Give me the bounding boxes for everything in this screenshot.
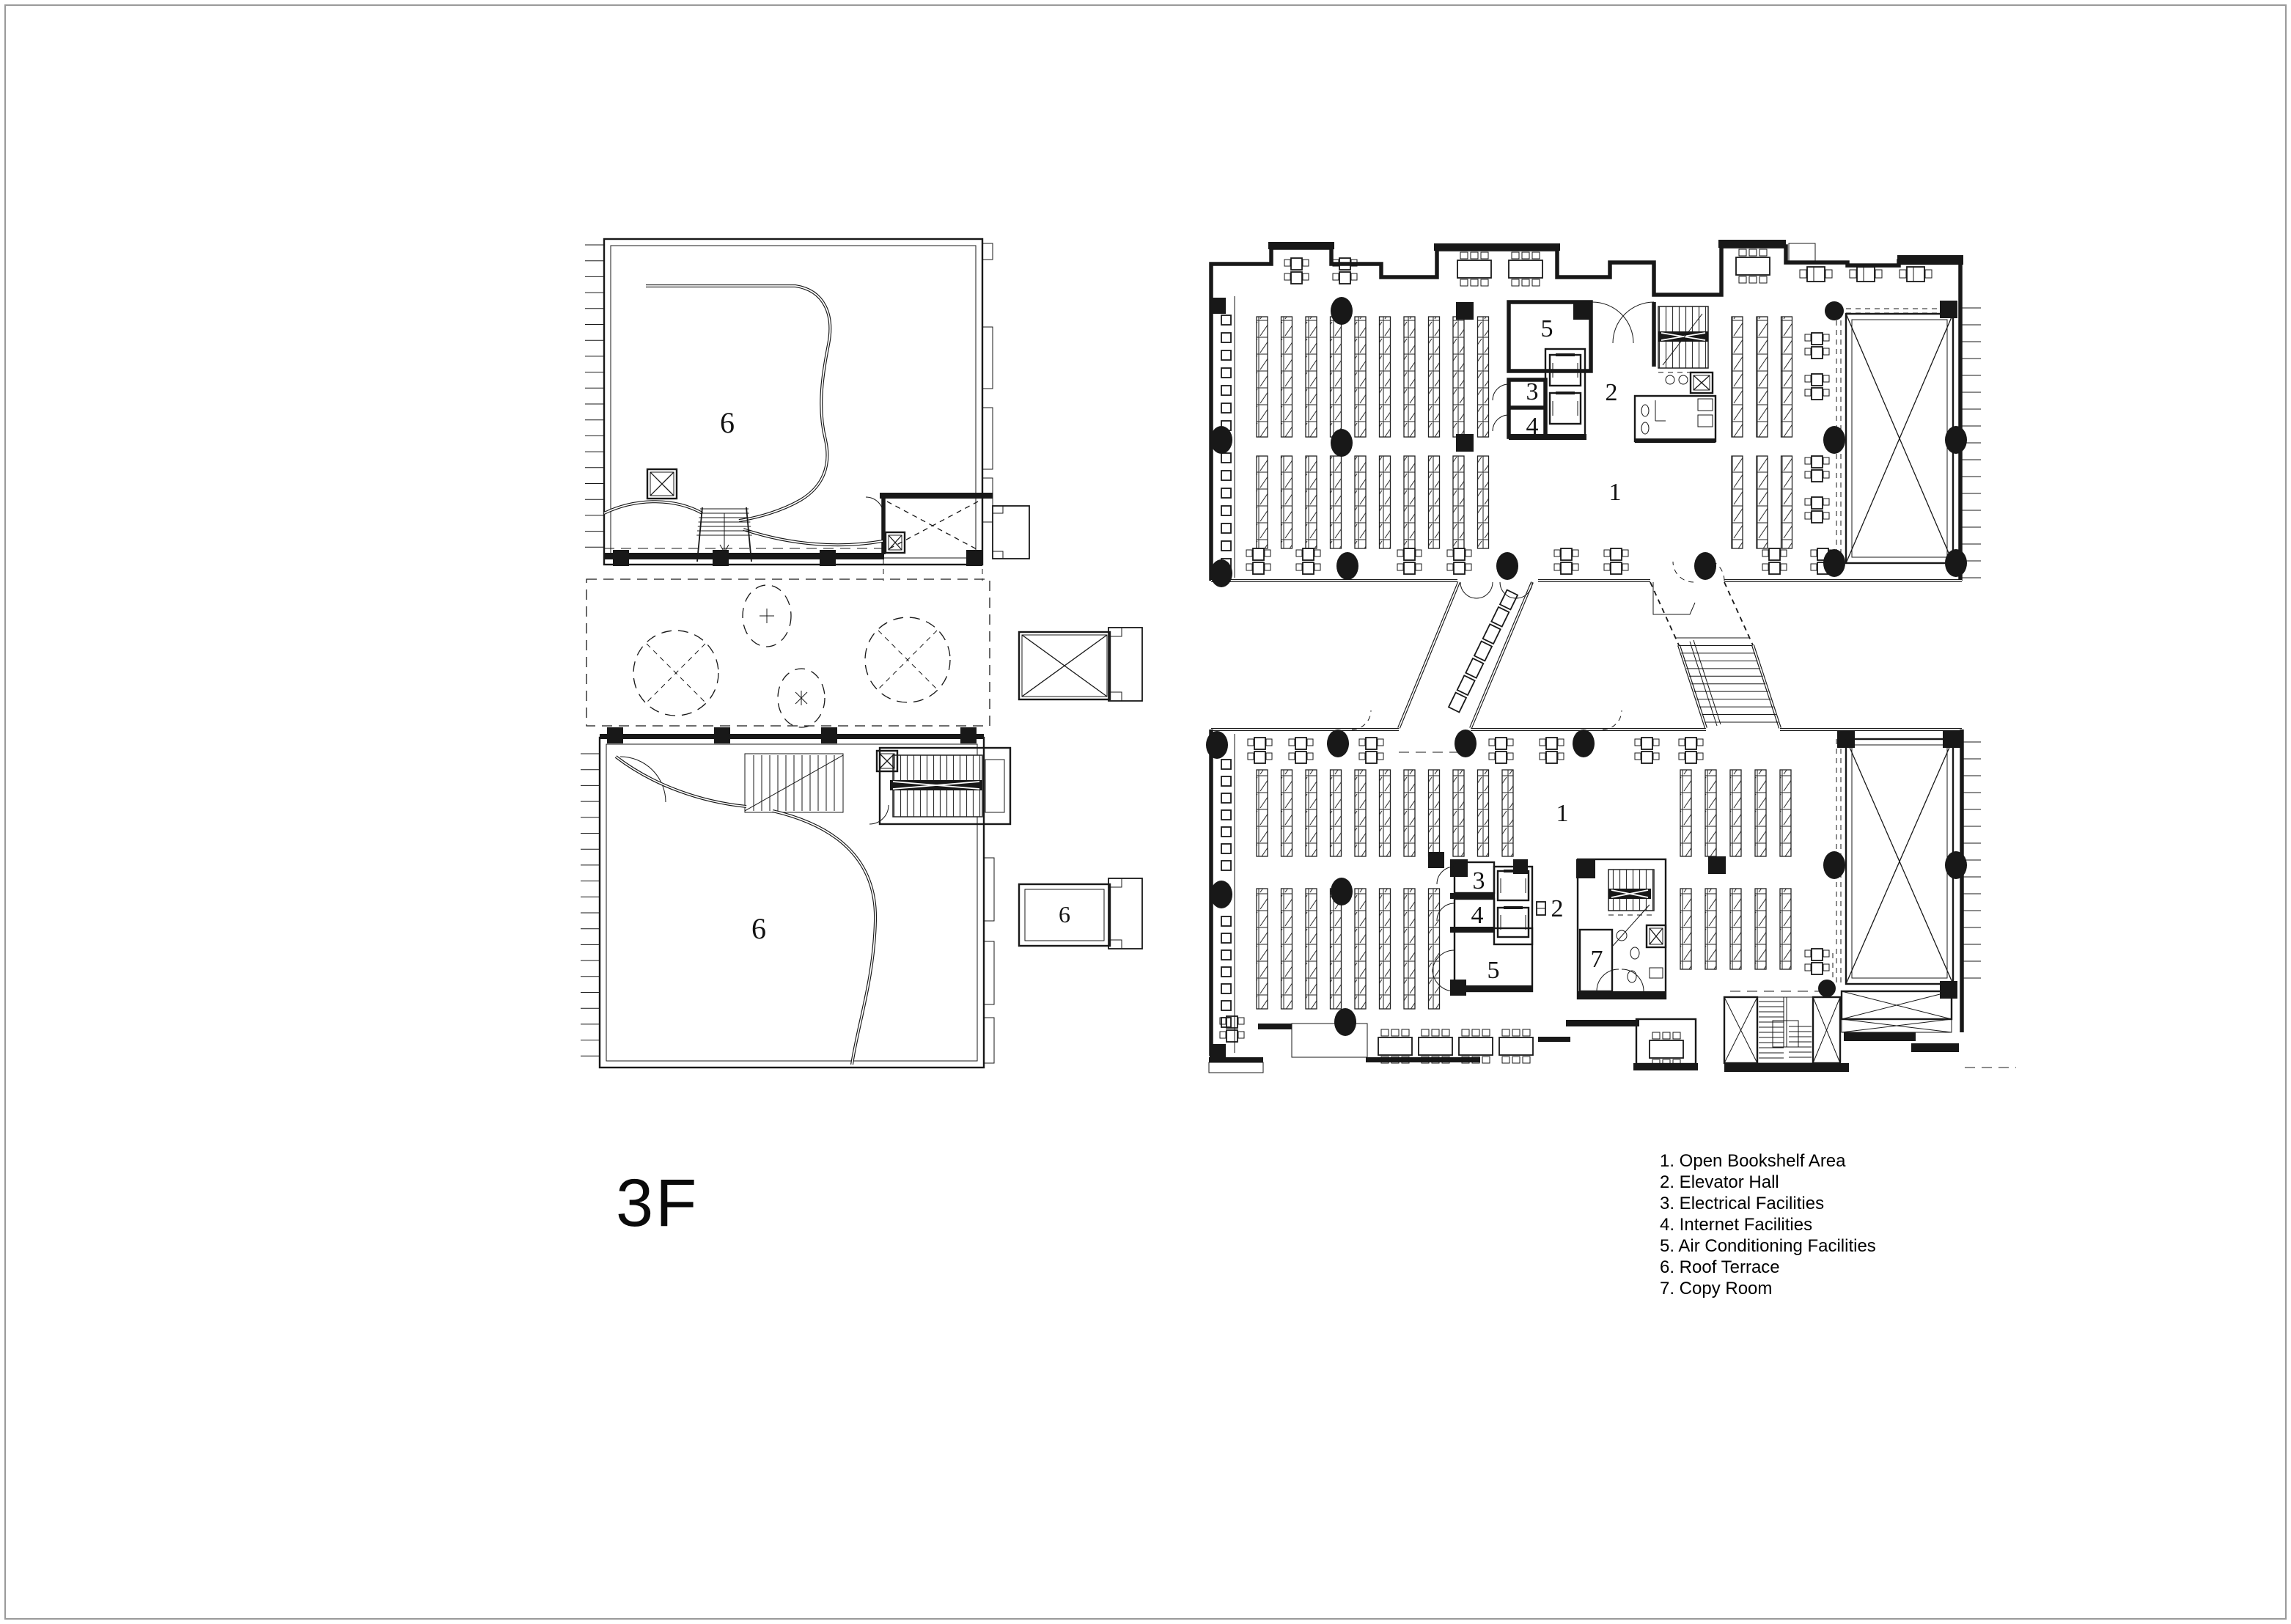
wall-rect	[1633, 1063, 1698, 1070]
wall-rect	[1538, 1037, 1570, 1042]
room-label-roof-terrace-upper: 6	[720, 406, 735, 439]
bookshelf-strip	[1780, 889, 1791, 969]
column-oval	[1206, 731, 1228, 759]
room-label-electrical-lower: 3	[1472, 867, 1485, 894]
bookshelf-strip	[1331, 317, 1342, 437]
legend-item-elevator-hall: 2. Elevator Hall	[1660, 1172, 1779, 1192]
bookshelf-strip	[1732, 317, 1743, 437]
column-oval	[1823, 426, 1845, 454]
room-label-roof-terrace-lower: 6	[751, 912, 766, 945]
wall-rect	[1209, 1057, 1263, 1062]
bookshelf-strip	[1257, 456, 1268, 548]
column-oval	[1331, 297, 1353, 325]
legend-item-copy-room: 7. Copy Room	[1660, 1279, 1773, 1298]
bookshelf-strip	[1404, 317, 1415, 437]
bookshelf-strip	[1429, 770, 1440, 856]
column-oval	[1823, 549, 1845, 577]
bookshelf-strip	[1781, 317, 1792, 437]
bookshelf-strip	[1355, 770, 1366, 856]
wall-rect	[1366, 1057, 1480, 1062]
room-label-open-bookshelf-upper: 1	[1608, 479, 1622, 506]
column-square	[966, 550, 982, 566]
bookshelf-strip	[1281, 889, 1292, 1009]
column-oval	[1945, 426, 1967, 454]
bookshelf-strip	[1355, 456, 1366, 548]
bookshelf-strip	[1680, 889, 1691, 969]
bookshelf-strip	[1453, 770, 1464, 856]
column-oval	[1327, 730, 1349, 757]
column-oval	[1694, 552, 1716, 580]
bookshelf-strip	[1380, 317, 1391, 437]
column-oval	[1945, 549, 1967, 577]
column-square	[820, 550, 836, 566]
bookshelf-strip	[1281, 770, 1292, 856]
column-oval	[1945, 851, 1967, 879]
column-oval	[1573, 730, 1595, 757]
bookshelf-strip	[1755, 889, 1766, 969]
room-label-copy-room: 7	[1590, 946, 1603, 973]
room-label-internet-upper: 4	[1526, 413, 1539, 440]
bookshelf-strip	[1755, 770, 1766, 856]
wall-rect	[1635, 438, 1716, 443]
column-round	[1825, 301, 1844, 320]
bookshelf-strip	[1478, 317, 1489, 437]
bookshelf-strip	[1331, 456, 1342, 548]
wall-rect	[1911, 1043, 1959, 1052]
column-round	[1818, 980, 1836, 997]
bookshelf-strip	[1355, 317, 1366, 437]
bookshelf-strip	[1281, 317, 1292, 437]
bookshelf-strip	[1257, 770, 1268, 856]
bookshelf-strip	[1380, 770, 1391, 856]
column-oval	[1496, 552, 1518, 580]
floor-label: 3F	[616, 1166, 699, 1241]
bookshelf-strip	[1257, 317, 1268, 437]
wall-rect	[1844, 1032, 1916, 1041]
bookshelf-strip	[1453, 456, 1464, 548]
bookshelf-strip	[1404, 456, 1415, 548]
bookshelf-strip	[1730, 770, 1741, 856]
column-oval	[1823, 851, 1845, 879]
bookshelf-strip	[1306, 889, 1317, 1009]
bookshelf-strip	[1780, 770, 1791, 856]
wall-rect	[1578, 991, 1666, 998]
column-square	[1940, 981, 1957, 999]
bookshelf-strip	[1306, 317, 1317, 437]
legend-item-roof-terrace: 6. Roof Terrace	[1660, 1257, 1780, 1277]
legend-item-open-bookshelf: 1. Open Bookshelf Area	[1660, 1151, 1846, 1171]
bookshelf-strip	[1331, 770, 1342, 856]
bookshelf-strip	[1331, 889, 1342, 1009]
legend-item-air-conditioning: 5. Air Conditioning Facilities	[1660, 1236, 1876, 1256]
column-oval	[1210, 881, 1232, 908]
bookshelf-strip	[1306, 770, 1317, 856]
bookshelf-strip	[1404, 770, 1415, 856]
wall-rect	[1566, 1020, 1639, 1026]
bookshelf-strip	[1429, 456, 1440, 548]
bookshelf-strip	[1429, 317, 1440, 437]
wall-rect	[1258, 1024, 1292, 1029]
column-square	[821, 727, 837, 743]
room-label-elevator-hall-upper: 2	[1605, 379, 1618, 406]
column-square	[607, 727, 623, 743]
room-label-internet-lower: 4	[1471, 902, 1484, 929]
column-oval	[1331, 878, 1353, 905]
column-square	[1513, 859, 1528, 874]
column-oval	[1334, 1008, 1356, 1036]
legend-item-internet: 4. Internet Facilities	[1660, 1215, 1813, 1235]
bookshelf-strip	[1355, 889, 1366, 1009]
room-label-air-conditioning-lower: 5	[1487, 957, 1500, 984]
room-label-open-bookshelf-lower: 1	[1556, 800, 1569, 827]
room-label-air-conditioning-upper: 5	[1540, 315, 1553, 342]
room-label-balcony: 6	[1059, 901, 1070, 927]
bookshelf-strip	[1732, 456, 1743, 548]
bookshelf-strip	[1404, 889, 1415, 1009]
column-square	[1450, 980, 1466, 996]
bookshelf-strip	[1429, 889, 1440, 1009]
column-oval	[1336, 552, 1358, 580]
column-square	[1210, 298, 1226, 314]
bookshelf-strip	[1502, 770, 1513, 856]
column-square	[1456, 302, 1474, 320]
wall-rect	[1509, 434, 1586, 440]
bookshelf-strip	[1757, 317, 1768, 437]
bookshelf-strip	[1478, 456, 1489, 548]
column-square	[1456, 434, 1474, 452]
bookshelf-strip	[1730, 889, 1741, 969]
bookshelf-strip	[1705, 770, 1716, 856]
column-square	[714, 727, 730, 743]
bookshelf-strip	[1781, 456, 1792, 548]
room-label-elevator-hall-lower: 2	[1551, 895, 1564, 922]
column-oval	[1331, 429, 1353, 457]
bookshelf-strip	[1380, 889, 1391, 1009]
column-square	[960, 727, 977, 743]
bookshelf-strip	[1680, 770, 1691, 856]
bookshelf-strip	[1757, 456, 1768, 548]
column-square	[1708, 856, 1726, 874]
column-square	[613, 550, 629, 566]
column-oval	[1455, 730, 1477, 757]
bookshelf-strip	[1478, 770, 1489, 856]
room-label-electrical-upper: 3	[1526, 378, 1539, 405]
column-square	[1940, 301, 1957, 318]
bookshelf-strip	[1705, 889, 1716, 969]
column-square	[1576, 859, 1595, 878]
bookshelf-strip	[1281, 456, 1292, 548]
bookshelf-strip	[1257, 889, 1268, 1009]
bookshelf-strip	[1380, 456, 1391, 548]
column-square	[1428, 852, 1444, 868]
bookshelf-strip	[1306, 456, 1317, 548]
column-square	[713, 550, 729, 566]
column-square	[1573, 304, 1589, 320]
sheet-border	[5, 5, 2286, 1619]
bookshelf-strip	[1453, 317, 1464, 437]
wall-rect	[1724, 1063, 1849, 1072]
legend-item-electrical: 3. Electrical Facilities	[1660, 1194, 1825, 1213]
